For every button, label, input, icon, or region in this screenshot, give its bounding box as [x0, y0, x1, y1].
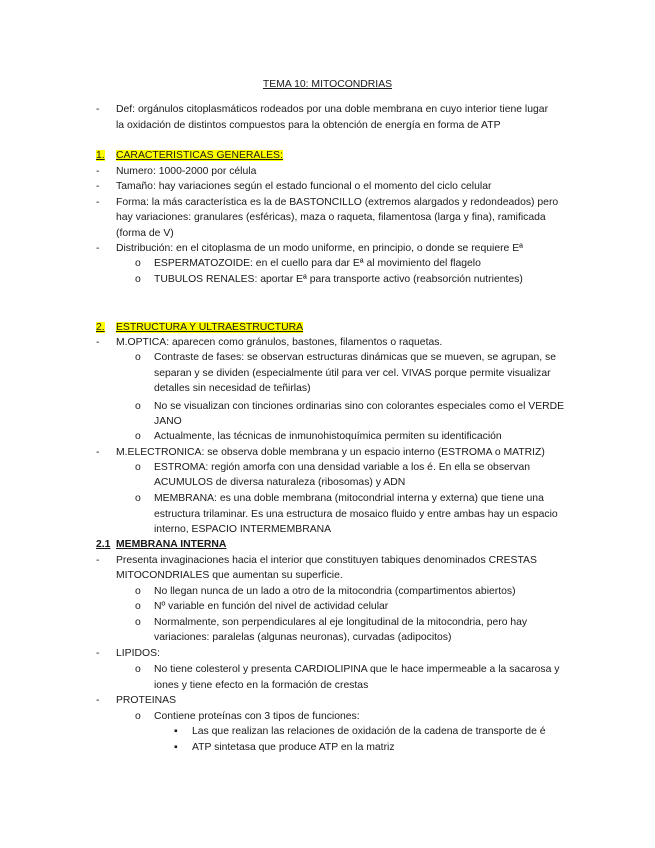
section-2-1-number: 2.1 — [96, 539, 111, 550]
bullet-dash: - — [96, 166, 100, 177]
bullet-dash: - — [96, 555, 100, 566]
tinciones-line-2: JANO — [154, 416, 182, 427]
page-title: TEMA 10: MITOCONDRIAS — [262, 79, 393, 90]
presenta-line-1: Presenta invaginaciones hacia el interior que constituyen tabiques denominados CRESTAS — [116, 555, 537, 566]
actualmente-line: Actualmente, las técnicas de inmunohistoquímica permiten su identificación — [154, 431, 502, 442]
forma-line-1: Forma: la más característica es la de BASTONCILLO (extremos alargados y redondeados) pero — [116, 197, 559, 208]
colesterol-line-2: iones y tiene efecto en la formación de crestas — [154, 680, 369, 691]
colesterol-line-1: No tiene colesterol y presenta CARDIOLIPINA que le hace impermeable a la sacarosa y — [154, 664, 560, 675]
membrana-line-2: estructura trilaminar. Es una estructura de mosaico fluido y entre ambas hay un espacio — [154, 509, 558, 520]
membrana-line-1: MEMBRANA: es una doble membrana (mitocondrial interna y externa) que tiene una — [154, 493, 544, 504]
bullet-square: ▪ — [174, 742, 178, 753]
bullet-dash: - — [96, 695, 100, 706]
contraste-line-1: Contraste de fases: se observan estructuras dinámicas que se mueven, se agrupan, se — [154, 352, 556, 363]
estroma-line-2: ACUMULOS de diversa naturaleza (ribosomas) y ADN — [154, 477, 406, 488]
bullet-square: ▪ — [174, 726, 178, 737]
oxidacion-line: Las que realizan las relaciones de oxidación de la cadena de transporte de é — [192, 726, 546, 737]
numero-line: Numero: 1000-2000 por célula — [116, 166, 257, 177]
bullet-circle: o — [135, 711, 141, 722]
section-2-number: 2. — [96, 322, 105, 333]
membrana-line-3: interno, ESPACIO INTERMEMBRANA — [154, 524, 332, 535]
bullet-circle: o — [135, 664, 141, 675]
tinciones-line-1: No se visualizan con tinciones ordinarias sino con colorantes especiales como el VERDE — [154, 401, 565, 412]
contraste-line-2: separan y se dividen (especialmente útil para ver cel. VIVAS porque permite visualizar — [154, 368, 551, 379]
section-1-number: 1. — [96, 150, 105, 161]
no-llegan-line: No llegan nunca de un lado a otro de la mitocondria (compartimentos abiertos) — [154, 586, 516, 597]
bullet-dash: - — [96, 197, 100, 208]
bullet-circle: o — [135, 274, 141, 285]
lipidos-line: LIPIDOS: — [116, 648, 160, 659]
melectronica-line: M.ELECTRONICA: se observa doble membrana y un espacio interno (ESTROMA o MATRIZ) — [116, 447, 545, 458]
bullet-circle: o — [135, 617, 141, 628]
tubulos-line: TUBULOS RENALES: aportar Eª para transporte activo (reabsorción nutrientes) — [154, 274, 523, 285]
bullet-dash: - — [96, 243, 100, 254]
atp-sintetasa-line: ATP sintetasa que produce ATP en la matriz — [192, 742, 395, 753]
bullet-circle: o — [135, 431, 141, 442]
section-1-heading: CARACTERISTICAS GENERALES: — [116, 150, 283, 161]
forma-line-2: hay variaciones: granulares (esféricas), maza o raqueta, filamentosa (larga y fina), ramificada — [116, 212, 546, 223]
estroma-line-1: ESTROMA: región amorfa con una densidad variable a los é. En ella se observan — [154, 462, 531, 473]
bullet-circle: o — [135, 586, 141, 597]
presenta-line-2: MITOCONDRIALES que aumentan su superficie. — [116, 570, 343, 581]
bullet-circle: o — [135, 258, 141, 269]
bullet-circle: o — [135, 493, 141, 504]
contraste-line-3: detalles sin necesidad de teñirlas) — [154, 383, 311, 394]
definition-line-2: la oxidación de distintos compuestos para la obtención de energía en forma de ATP — [116, 120, 501, 131]
section-2-heading: ESTRUCTURA Y ULTRAESTRUCTURA — [116, 322, 304, 333]
bullet-circle: o — [135, 352, 141, 363]
bullet-circle: o — [135, 401, 141, 412]
n-variable-line: Nº variable en función del nivel de actividad celular — [154, 601, 389, 612]
bullet-dash: - — [96, 104, 100, 115]
espermatozoide-line: ESPERMATOZOIDE: en el cuello para dar Eª al movimiento del flagelo — [154, 258, 481, 269]
distribucion-line: Distribución: en el citoplasma de un modo uniforme, en principio, o donde se requiere Eª — [116, 243, 524, 254]
tamano-line: Tamaño: hay variaciones según el estado funcional o el momento del ciclo celular — [116, 181, 492, 192]
forma-line-3: (forma de V) — [116, 228, 174, 239]
bullet-dash: - — [96, 181, 100, 192]
bullet-dash: - — [96, 337, 100, 348]
bullet-dash: - — [96, 648, 100, 659]
bullet-circle: o — [135, 601, 141, 612]
proteinas-line: PROTEINAS — [116, 695, 177, 706]
section-2-1-heading: MEMBRANA INTERNA — [116, 539, 227, 550]
bullet-circle: o — [135, 462, 141, 473]
bullet-dash: - — [96, 447, 100, 458]
normalmente-line-1: Normalmente, son perpendiculares al eje longitudinal de la mitocondria, pero hay — [154, 617, 528, 628]
moptica-line: M.OPTICA: aparecen como gránulos, bastones, filamentos o raquetas. — [116, 337, 443, 348]
definition-line-1: Def: orgánulos citoplasmáticos rodeados por una doble membrana en cuyo interior tiene lugar — [116, 104, 549, 115]
normalmente-line-2: variaciones: paralelas (algunas neuronas), curvadas (adipocitos) — [154, 632, 452, 643]
contiene-line: Contiene proteínas con 3 tipos de funciones: — [154, 711, 360, 722]
